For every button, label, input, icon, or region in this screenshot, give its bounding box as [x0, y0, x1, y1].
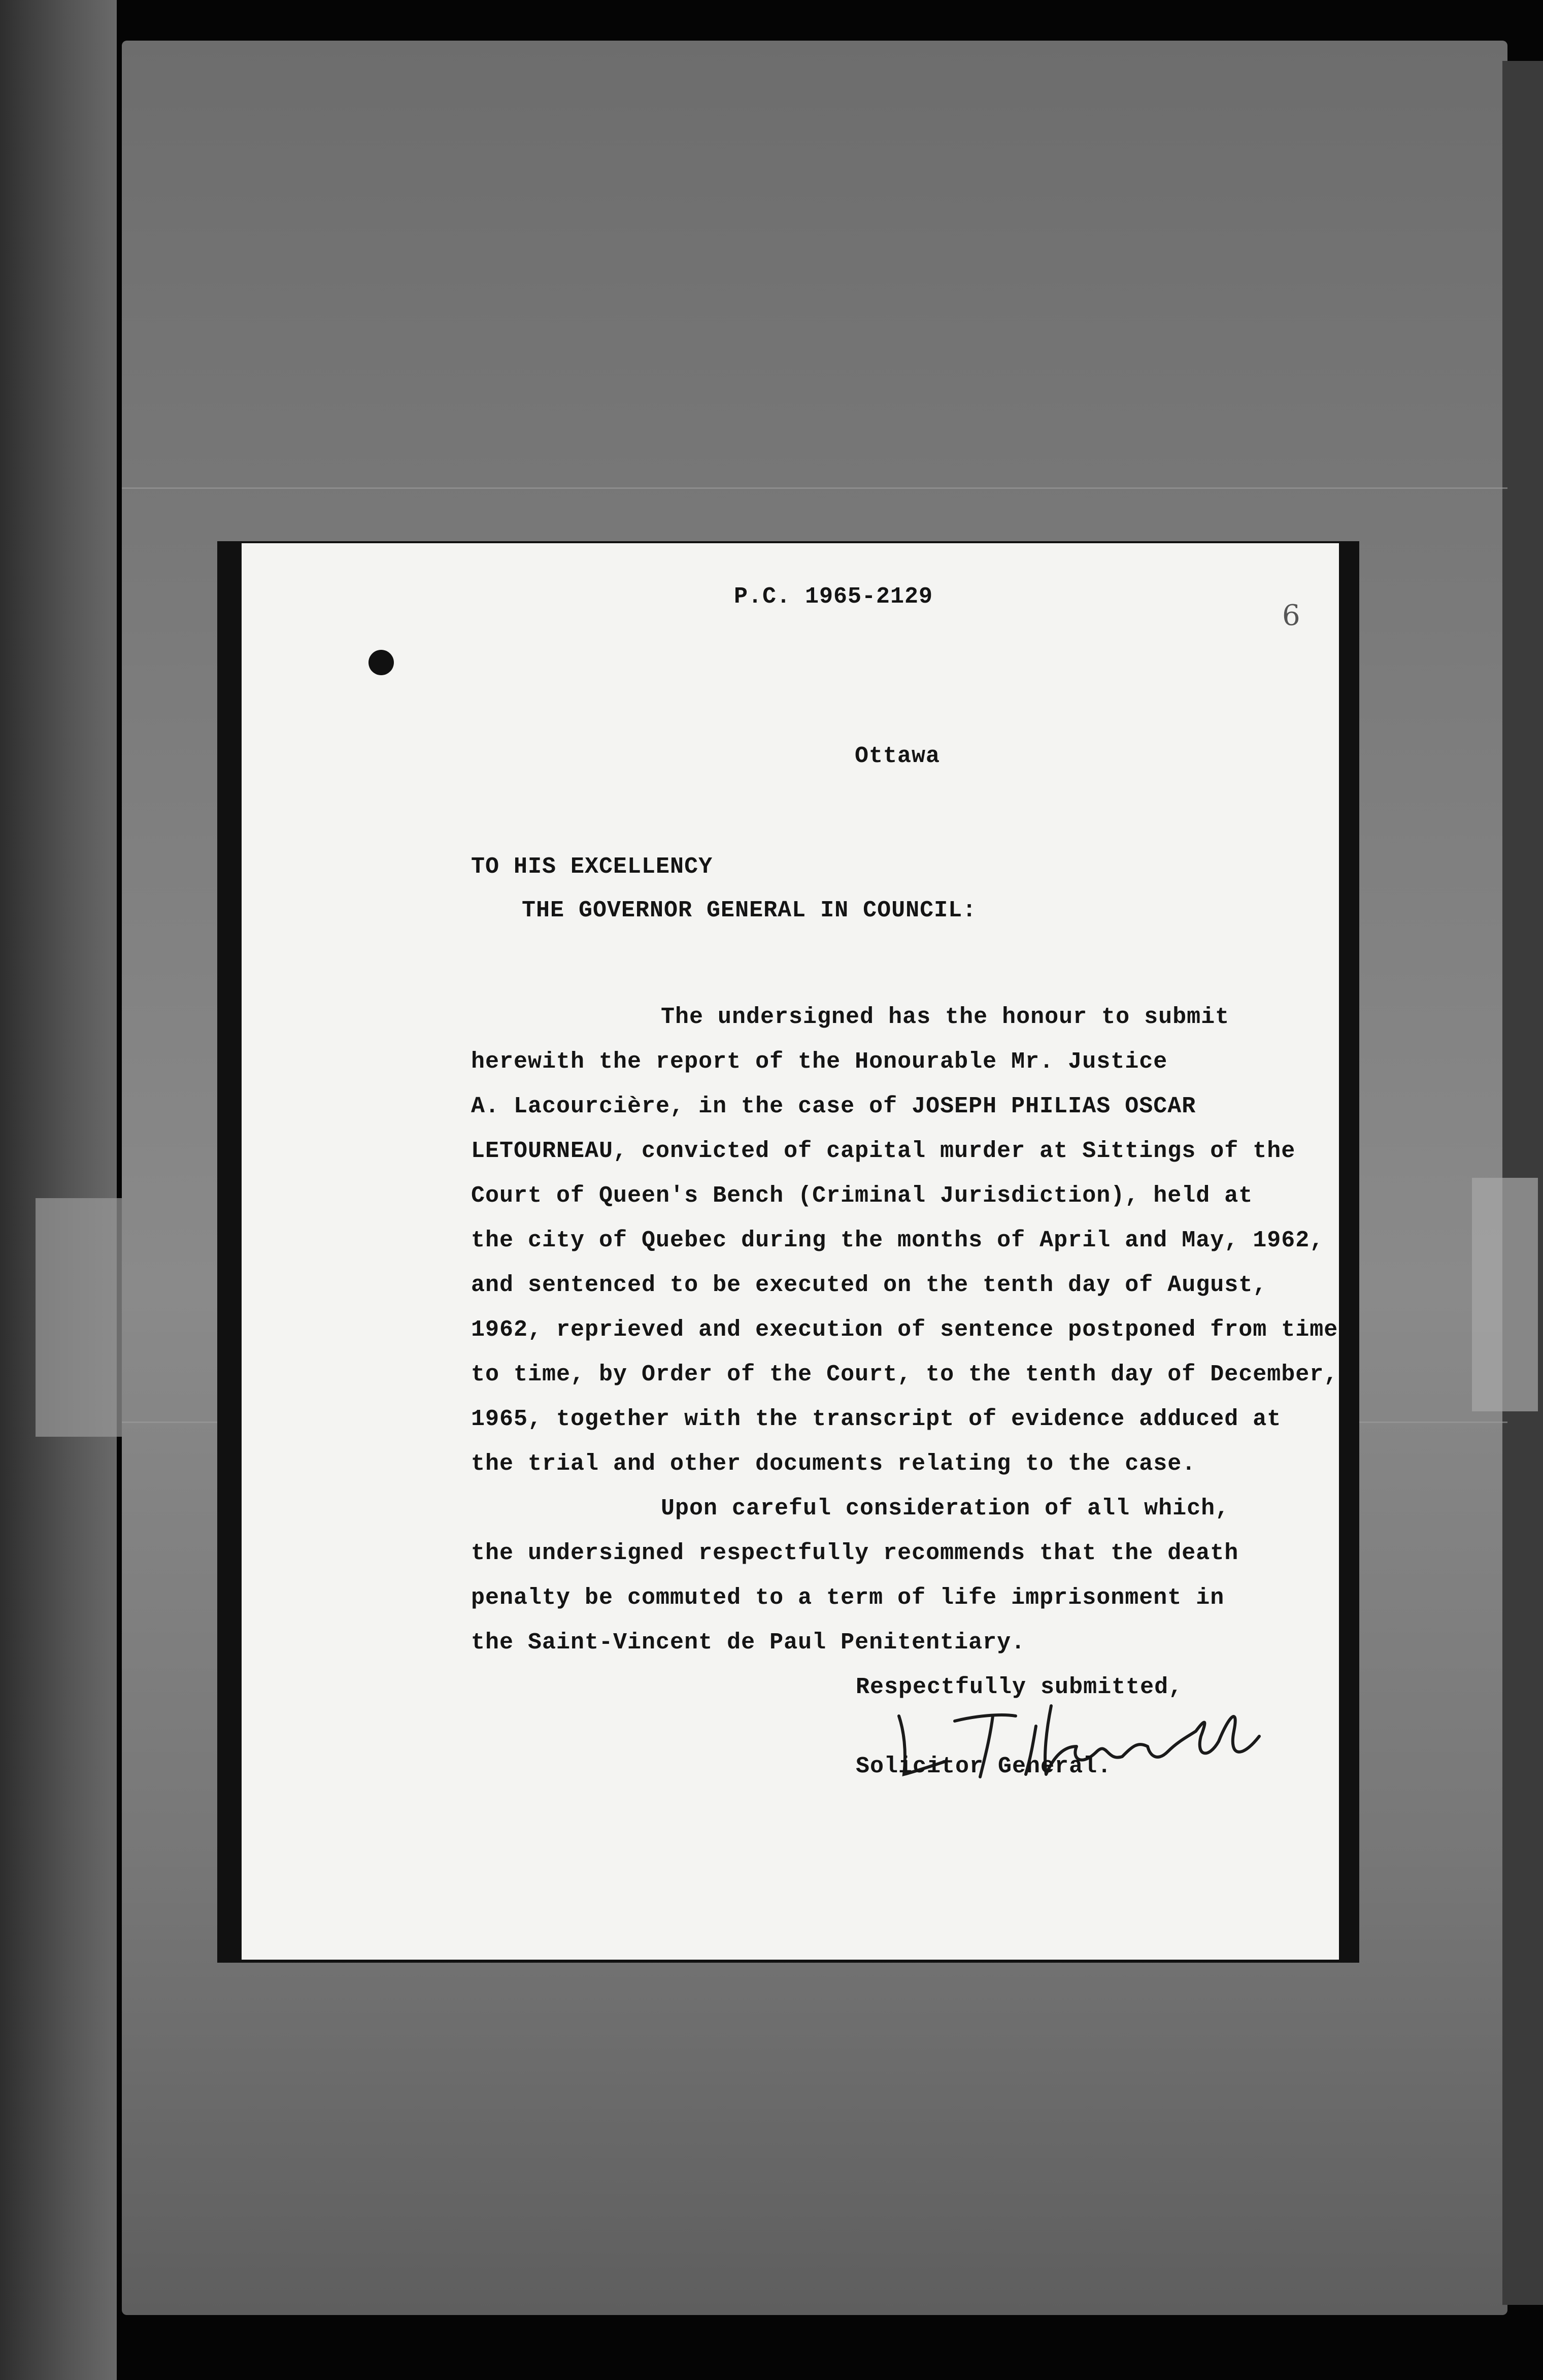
order-reference: P.C. 1965-2129: [734, 584, 933, 610]
body-line: 1965, together with the transcript of evidence adduced at: [471, 1406, 1282, 1432]
mount-left-edge: [0, 0, 117, 2380]
body-line: the trial and other documents relating to the case.: [471, 1451, 1196, 1477]
body-line: the Saint-Vincent de Paul Penitentiary.: [471, 1630, 1026, 1656]
tape-tab-right: [1472, 1178, 1538, 1411]
folio-mark: 6: [1282, 599, 1301, 632]
body-line: herewith the report of the Honourable Mr. Justice: [471, 1049, 1168, 1075]
body-line: the undersigned respectfully recommends that the death: [471, 1540, 1239, 1566]
mount-crease-line: [122, 487, 1507, 489]
body-line: Court of Queen's Bench (Criminal Jurisdiction), held at: [471, 1183, 1253, 1209]
body-line: The undersigned has the honour to submit: [661, 1004, 1230, 1030]
body-line: A. Lacourcière, in the case of JOSEPH PHILIAS OSCAR: [471, 1094, 1196, 1119]
punch-hole: [368, 650, 394, 675]
body-line: penalty be commuted to a term of life imprisonment in: [471, 1585, 1225, 1611]
body-line: and sentenced to be executed on the tenth day of August,: [471, 1272, 1267, 1298]
addressee-line: TO HIS EXCELLENCY: [471, 854, 713, 880]
addressee-line: THE GOVERNOR GENERAL IN COUNCIL:: [522, 898, 977, 923]
body-line: Upon careful consideration of all which,: [661, 1496, 1230, 1522]
document-page: [242, 543, 1339, 1960]
body-line: to time, by Order of the Court, to the tenth day of December,: [471, 1362, 1338, 1387]
closing-line: Respectfully submitted,: [856, 1674, 1183, 1700]
place-line: Ottawa: [855, 743, 941, 769]
body-line: the city of Quebec during the months of April and May, 1962,: [471, 1228, 1324, 1253]
signatory-title: Solicitor General.: [856, 1754, 1112, 1779]
body-line: LETOURNEAU, convicted of capital murder at Sittings of the: [471, 1138, 1296, 1164]
body-line: 1962, reprieved and execution of sentence postponed from time: [471, 1317, 1338, 1343]
tape-tab-left: [36, 1198, 122, 1437]
